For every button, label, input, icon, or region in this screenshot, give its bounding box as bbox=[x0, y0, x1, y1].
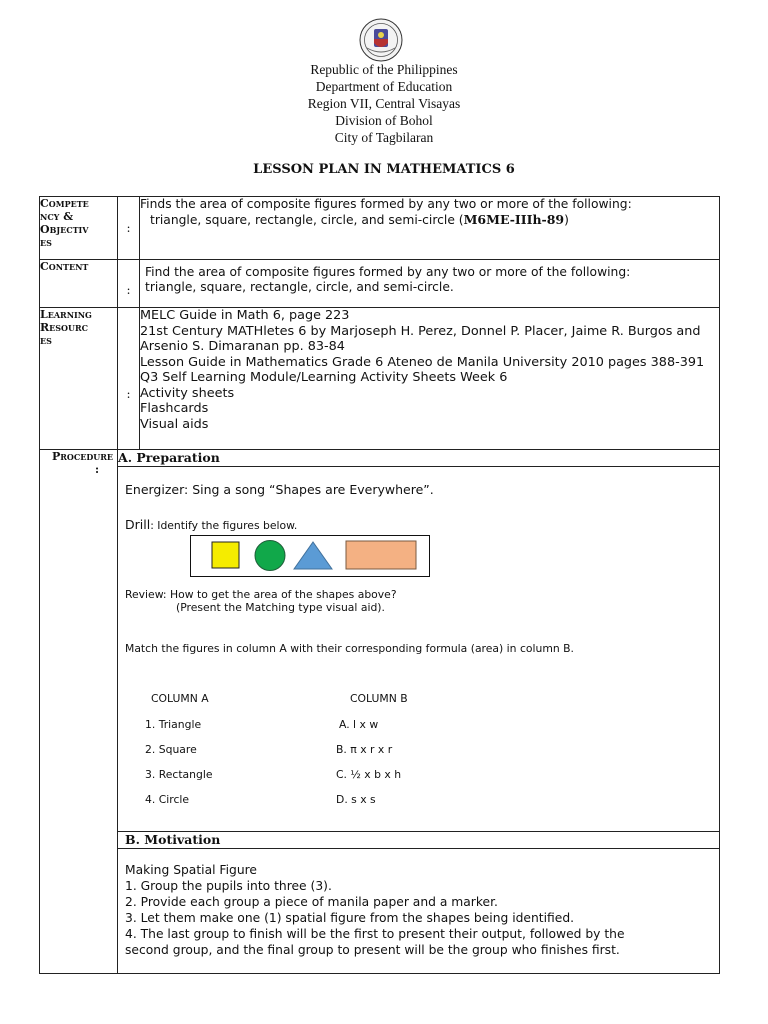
blue-triangle-shape bbox=[294, 542, 332, 569]
motivation-line: 2. Provide each group a piece of manila paper and a marker. bbox=[125, 895, 498, 909]
label-procedure: Procedure : bbox=[40, 450, 118, 974]
review-question: Review: How to get the area of the shapes above? bbox=[125, 588, 397, 601]
column-a-item: 4. Circle bbox=[145, 793, 190, 806]
match-instruction: Match the figures in column A with their corresponding formula (area) in column B. bbox=[125, 642, 574, 655]
energizer-text: Energizer: Sing a song “Shapes are Everywhere”. bbox=[125, 482, 434, 497]
resource-item: Lesson Guide in Mathematics Grade 6 Ateneo de Manila University 2010 pages 388-391 bbox=[140, 354, 705, 370]
competency-code: M6ME-IIIh-89 bbox=[463, 212, 565, 227]
column-b-item: D. s x s bbox=[336, 793, 376, 806]
row-content bbox=[40, 260, 720, 308]
motivation-section bbox=[118, 849, 719, 973]
green-circle-shape bbox=[255, 541, 285, 571]
header-line-department: Department of Education bbox=[315, 79, 453, 94]
header-line-city: City of Tagbilaran bbox=[334, 130, 434, 145]
motivation-line: second group, and the final group to present will be the group who finishes first. bbox=[125, 943, 620, 957]
label-learning-resources: Learning Resourc es bbox=[40, 308, 118, 450]
content-text: Find the area of composite figures formed by any two or more of the following: triangle, square, rectangle, circle, and semi-circle. bbox=[140, 260, 720, 308]
column-a-item: 2. Square bbox=[145, 743, 197, 756]
row-motivation-body bbox=[40, 849, 720, 974]
column-a-item: 1. Triangle bbox=[145, 718, 202, 731]
resource-item: Activity sheets bbox=[140, 385, 235, 401]
row-learning-resources bbox=[40, 308, 720, 450]
page-title: LESSON PLAN IN MATHEMATICS 6 bbox=[253, 162, 515, 177]
column-a-header: COLUMN A bbox=[151, 692, 209, 705]
motivation-line: 4. The last group to finish will be the first to present their output, followed by the bbox=[125, 927, 625, 941]
drill-shapes-box bbox=[190, 535, 430, 577]
resource-item: Flashcards bbox=[140, 401, 209, 416]
colon: : bbox=[118, 260, 140, 308]
document-header bbox=[0, 61, 768, 146]
yellow-square-shape bbox=[212, 542, 239, 568]
column-b-item: A. l x w bbox=[339, 718, 379, 731]
row-preparation-body bbox=[40, 467, 720, 832]
row-procedure bbox=[40, 450, 720, 467]
drill-text: Drill: Identify the figures below. bbox=[125, 517, 298, 532]
resource-item: MELC Guide in Math 6, page 223 bbox=[140, 308, 350, 323]
preparation-heading: A. Preparation bbox=[118, 450, 720, 467]
column-a-item: 3. Rectangle bbox=[145, 768, 213, 781]
label-content: Content bbox=[40, 260, 118, 308]
resource-item: Q3 Self Learning Module/Learning Activity Sheets Week 6 bbox=[140, 370, 508, 385]
deped-seal-icon bbox=[359, 18, 403, 62]
header-line-region: Region VII, Central Visayas bbox=[307, 96, 461, 111]
drill-shapes bbox=[191, 536, 429, 576]
column-b-item: B. π x r x r bbox=[336, 743, 393, 756]
lesson-plan-table bbox=[39, 196, 720, 974]
motivation-line: Making Spatial Figure bbox=[125, 863, 257, 877]
preparation-section bbox=[118, 467, 719, 831]
review-note: (Present the Matching type visual aid). bbox=[176, 601, 385, 614]
colon: : bbox=[118, 308, 140, 450]
label-competency: Compete ncy & Objectiv es bbox=[40, 197, 118, 260]
resource-item: Visual aids bbox=[140, 416, 209, 432]
row-competency bbox=[40, 197, 720, 260]
row-motivation-heading bbox=[40, 832, 720, 849]
header-line-division: Division of Bohol bbox=[335, 113, 433, 128]
competency-text: Finds the area of composite figures formed by any two or more of the following: triangle, square, rectangle, circle, and semi-circle (M6ME-IIIh-89) bbox=[140, 197, 720, 260]
motivation-line: 1. Group the pupils into three (3). bbox=[125, 879, 332, 893]
resource-item: 21st Century MATHletes 6 by Marjoseph H. Perez, Donnel P. Placer, Jaime R. Burgos and Arsenio S. Dimaranan pp. 83-84 bbox=[140, 323, 701, 354]
header-line-republic: Republic of the Philippines bbox=[310, 62, 458, 77]
column-b-item: C. ½ x b x h bbox=[336, 768, 402, 781]
motivation-heading: B. Motivation bbox=[118, 832, 720, 849]
resources-list bbox=[140, 308, 720, 450]
orange-rectangle-shape bbox=[346, 541, 416, 569]
column-b-header: COLUMN B bbox=[350, 692, 408, 705]
colon: : bbox=[118, 197, 140, 260]
motivation-line: 3. Let them make one (1) spatial figure from the shapes being identified. bbox=[125, 911, 575, 925]
